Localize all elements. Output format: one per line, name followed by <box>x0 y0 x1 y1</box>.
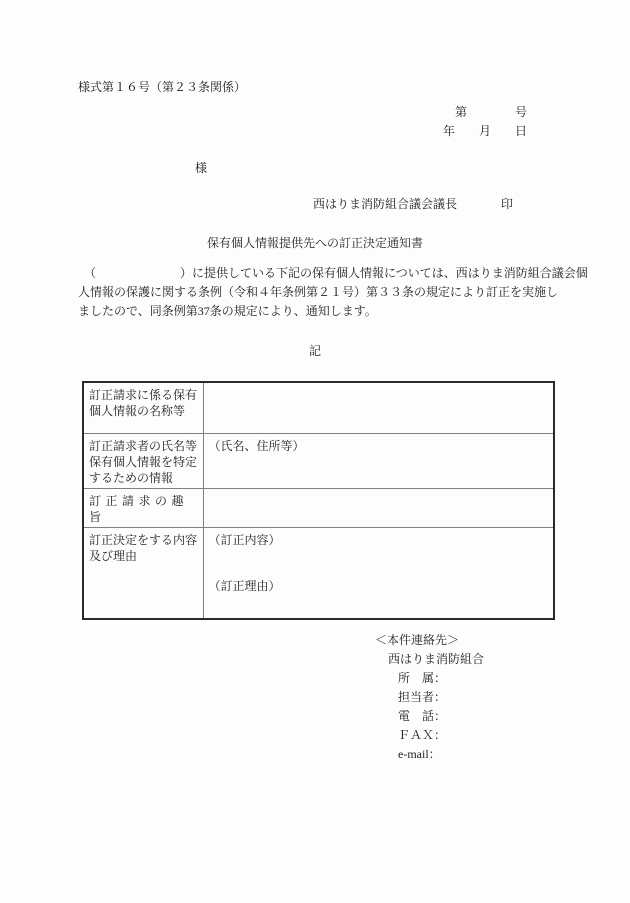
doc-title: 保有個人情報提供先への訂正決定通知書 <box>206 236 423 250</box>
table-row <box>83 382 554 433</box>
contact-field-phone: 電 話： <box>398 709 447 723</box>
body-line-3: ましたので、同条例第37条の規定により、通知します。 <box>78 304 377 318</box>
contact-field-email: e-mail： <box>398 747 441 761</box>
ki-marker: 記 <box>308 344 321 358</box>
sender-line <box>313 197 513 212</box>
body-line-1: （ ）に提供している下記の保有個人情報については、西はりま消防組合議会個 <box>78 266 588 280</box>
label-held-info-name: 訂正請求に係る保有個人情報の名称等 <box>83 382 203 433</box>
doc-date-line: 年 月 日 <box>442 124 527 138</box>
value-correction-content: （訂正内容） <box>208 532 281 547</box>
seal-mark: 印 <box>500 197 513 211</box>
sender-name: 西はりま消防組合議会議長 <box>313 197 458 211</box>
label-requester-info: 訂正請求者の氏名等保有個人情報を特定するための情報 <box>83 433 203 488</box>
table-row <box>83 527 554 619</box>
body-paragraph <box>78 266 588 323</box>
contact-field-person: 担当者： <box>398 690 447 704</box>
contact-field-fax: ＦＡＸ： <box>398 728 447 742</box>
body-line-2: 人情報の保護に関する条例（令和４年条例第２１号）第３３条の規定により訂正を実施し <box>78 285 559 299</box>
label-decision-content: 訂正決定をする内容及び理由 <box>83 527 203 619</box>
addressee-suffix: 様 <box>195 161 208 175</box>
contact-header: ＜本件連絡先＞ <box>375 633 460 647</box>
table-row <box>83 488 554 527</box>
contact-field-affiliation: 所 属： <box>398 671 447 685</box>
value-correction-reason: （訂正理由） <box>208 578 281 593</box>
table-row <box>83 433 554 488</box>
value-request-purport <box>203 488 554 527</box>
form-number: 様式第１６号（第２３条関係） <box>78 80 247 94</box>
doc-number-line: 第 号 <box>454 105 527 119</box>
value-decision-content <box>203 527 554 619</box>
info-table <box>82 381 555 620</box>
value-held-info-name <box>203 382 554 433</box>
contact-org: 西はりま消防組合 <box>388 652 485 666</box>
value-requester-info: （氏名、住所等） <box>203 433 554 488</box>
label-request-purport: 訂正請求の趣旨 <box>83 488 203 527</box>
